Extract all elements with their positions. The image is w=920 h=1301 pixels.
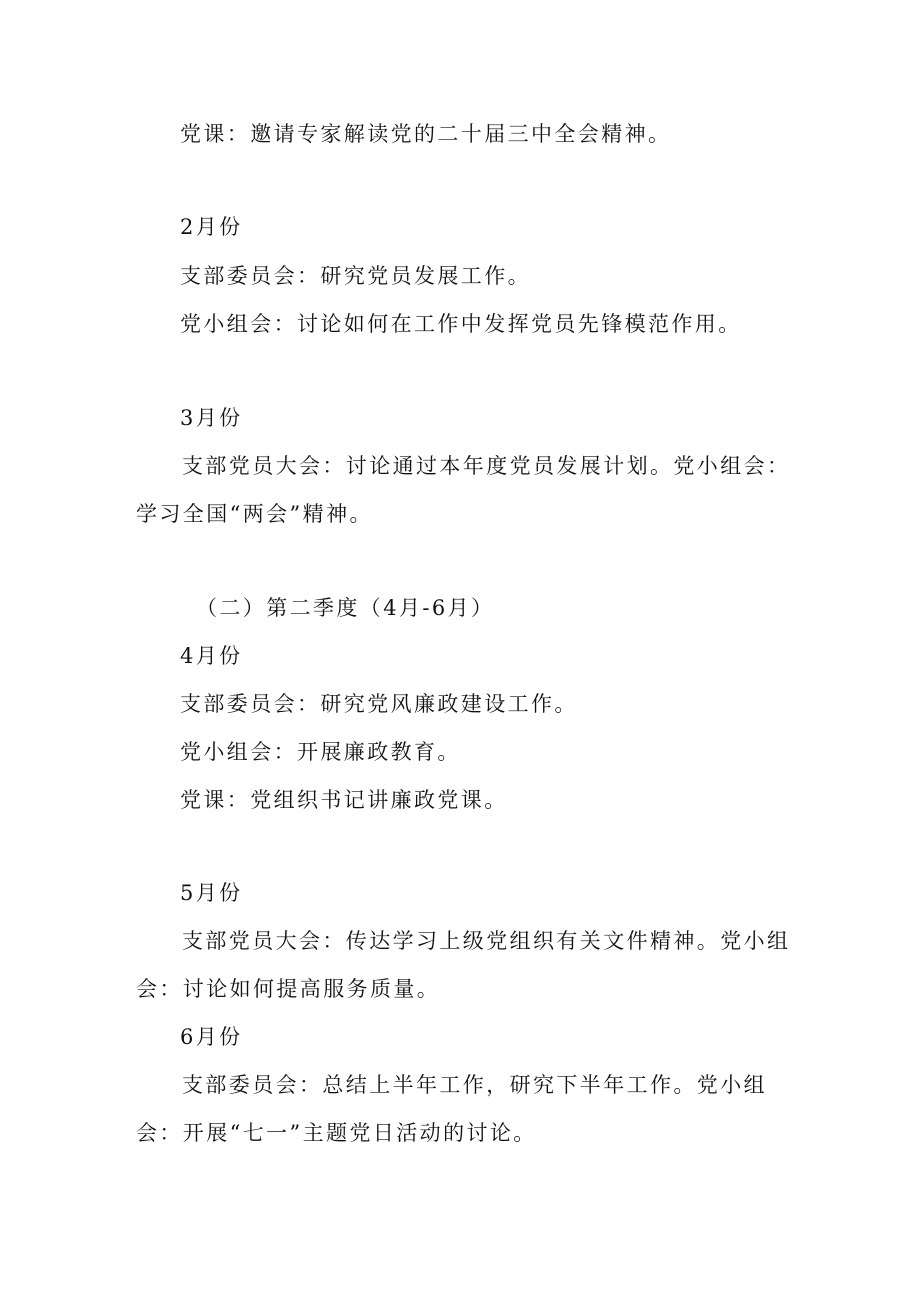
paragraph-branch-committee-jun-cont: 会：开展“七一”主题党日活动的讨论。	[136, 1121, 537, 1145]
paragraph-party-group-apr: 党小组会：开展廉政教育。	[180, 740, 461, 764]
month-heading-feb: 2月份	[180, 215, 243, 239]
section-heading-q2: （二）第二季度（4月-6月）	[196, 596, 495, 620]
paragraph-party-lecture-jan: 党课：邀请专家解读党的二十届三中全会精神。	[180, 122, 672, 146]
month-heading-apr: 4月份	[180, 644, 243, 668]
paragraph-general-meeting-mar-cont: 学习全国“两会”精神。	[136, 502, 373, 526]
paragraph-general-meeting-may-cont: 会：讨论如何提高服务质量。	[136, 977, 441, 1001]
paragraph-party-lecture-apr: 党课：党组织书记讲廉政党课。	[180, 788, 508, 812]
paragraph-branch-committee-apr: 支部委员会：研究党风廉政建设工作。	[180, 692, 578, 716]
month-heading-mar: 3月份	[180, 406, 243, 430]
month-heading-may: 5月份	[180, 881, 243, 905]
paragraph-branch-committee-feb: 支部委员会：研究党员发展工作。	[180, 264, 531, 288]
month-heading-jun: 6月份	[180, 1025, 243, 1049]
paragraph-party-group-feb: 党小组会：讨论如何在工作中发挥党员先锋模范作用。	[180, 312, 742, 336]
paragraph-branch-committee-jun: 支部委员会：总结上半年工作，研究下半年工作。党小组	[182, 1073, 767, 1097]
paragraph-general-meeting-mar: 支部党员大会：讨论通过本年度党员发展计划。党小组会：	[182, 454, 791, 478]
paragraph-general-meeting-may: 支部党员大会：传达学习上级党组织有关文件精神。党小组	[182, 929, 791, 953]
